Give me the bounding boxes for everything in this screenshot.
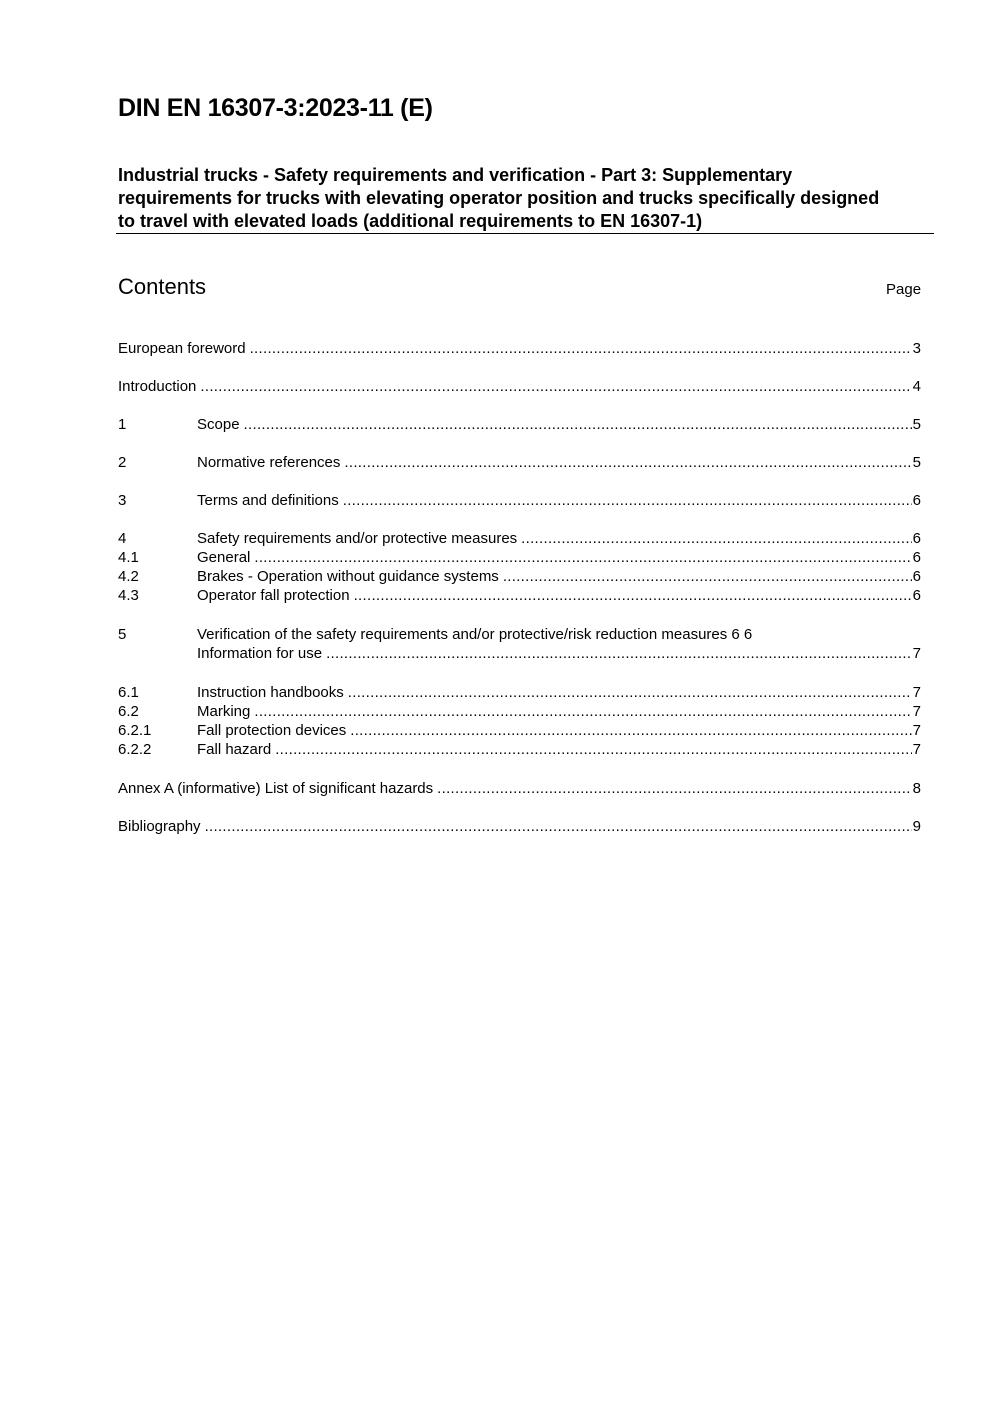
toc-entry-annex-a[interactable] [118,779,921,798]
toc-entry-page: 6 [912,492,921,509]
toc-entry-4-3-operator-fall-protection[interactable] [118,586,921,605]
toc-entry-page: 6 [912,530,921,547]
toc-entry-number: 2 [118,454,127,471]
toc-entry-2-normative-references[interactable] [118,453,921,472]
toc-entry-bibliography[interactable] [118,817,921,836]
toc-entry-number: 4.2 [118,568,139,585]
toc-entry-label: Introduction [118,378,197,395]
toc-entry-label: Instruction handbooks [197,684,344,701]
toc-entry-number: 6.2 [118,703,139,720]
toc-entry-number: 6.2.1 [118,722,152,739]
toc-entry-page: 8 [912,780,921,797]
toc-entry-label: Brakes - Operation without guidance systems [197,568,499,585]
toc-entry-number: 4 [118,530,127,547]
toc-entry-page: 7 [912,684,921,701]
toc-entry-page: 7 [912,722,921,739]
toc-entry-number: 3 [118,492,127,509]
page-column-heading: Page [886,281,922,298]
toc-entry-page: 7 [912,741,921,758]
toc-entry-page: 7 [912,645,921,662]
toc-entry-page: 5 [912,454,921,471]
dot-leader [437,779,912,798]
toc-entry-page: 5 [912,416,921,433]
toc-entry-information-for-use[interactable] [118,644,921,663]
title-divider [116,233,934,234]
toc-entry-4-1-general[interactable] [118,548,921,567]
document-id: DIN EN 16307-3:2023-11 (E) [118,94,433,122]
toc-entry-page: 4 [912,378,921,395]
toc-entry-introduction[interactable] [118,377,921,396]
toc-entry-label: European foreword [118,340,246,357]
toc-entry-label: Marking [197,703,251,720]
dot-leader [254,702,911,721]
dot-leader [254,548,911,567]
toc-entry-page: 3 [912,340,921,357]
dot-leader [326,644,912,663]
toc-entry-label: Normative references [197,454,341,471]
toc-entry-4-safety-requirements[interactable] [118,529,921,548]
toc-entry-3-terms-definitions[interactable] [118,491,921,510]
toc-entry-6-2-1-fall-protection-devices[interactable] [118,721,921,740]
toc-entry-6-2-marking[interactable] [118,702,921,721]
document-title: Industrial trucks - Safety requirements and verification - Part 3: Supplementary requirements for trucks with elevating operator position and trucks specifically designed to travel with elevated loads (additional requirements to EN 16307-1) [118,165,880,231]
toc-entry-label: Fall hazard [197,741,272,758]
toc-entry-page: 6 [912,587,921,604]
toc-entry-label: Bibliography [118,818,201,835]
toc-entry-label: General [197,549,251,566]
toc-entry-label: Safety requirements and/or protective measures [197,530,518,547]
toc-entry-page: 7 [912,703,921,720]
dot-leader [343,491,912,510]
dot-leader [250,339,912,358]
dot-leader [200,377,911,396]
toc-entry-label: Verification of the safety requirements and/or protective/risk reduction measures 6 6 [197,626,753,643]
dot-leader [503,567,912,586]
toc-entry-label: Terms and definitions [197,492,339,509]
toc-entry-label: Information for use [197,645,323,662]
dot-leader [354,586,912,605]
toc-entry-number: 4.1 [118,549,139,566]
toc-entry-label: Fall protection devices [197,722,347,739]
dot-leader [275,740,911,759]
toc-entry-european-foreword[interactable] [118,339,921,358]
toc-entry-page: 6 [912,568,921,585]
toc-entry-label: Annex A (informative) List of significant hazards [118,780,434,797]
toc-entry-label: Scope [197,416,240,433]
toc-entry-number: 6.1 [118,684,139,701]
toc-entry-page: 9 [912,818,921,835]
toc-entry-1-scope[interactable] [118,415,921,434]
toc-entry-label: Operator fall protection [197,587,350,604]
contents-heading: Contents [118,274,207,299]
toc-entry-page: 6 [912,549,921,566]
toc-entry-6-1-instruction-handbooks[interactable] [118,683,921,702]
toc-entry-6-2-2-fall-hazard[interactable] [118,740,921,759]
dot-leader [521,529,912,548]
dot-leader [350,721,911,740]
toc-entry-number: 4.3 [118,587,139,604]
dot-leader [205,817,912,836]
toc-entry-5-verification[interactable] [118,625,921,644]
dot-leader [344,453,911,472]
dot-leader [348,683,912,702]
toc-entry-4-2-brakes[interactable] [118,567,921,586]
toc-entry-number: 6.2.2 [118,741,152,758]
toc-entry-number: 1 [118,416,127,433]
toc-entry-number: 5 [118,626,127,643]
dot-leader [244,415,912,434]
